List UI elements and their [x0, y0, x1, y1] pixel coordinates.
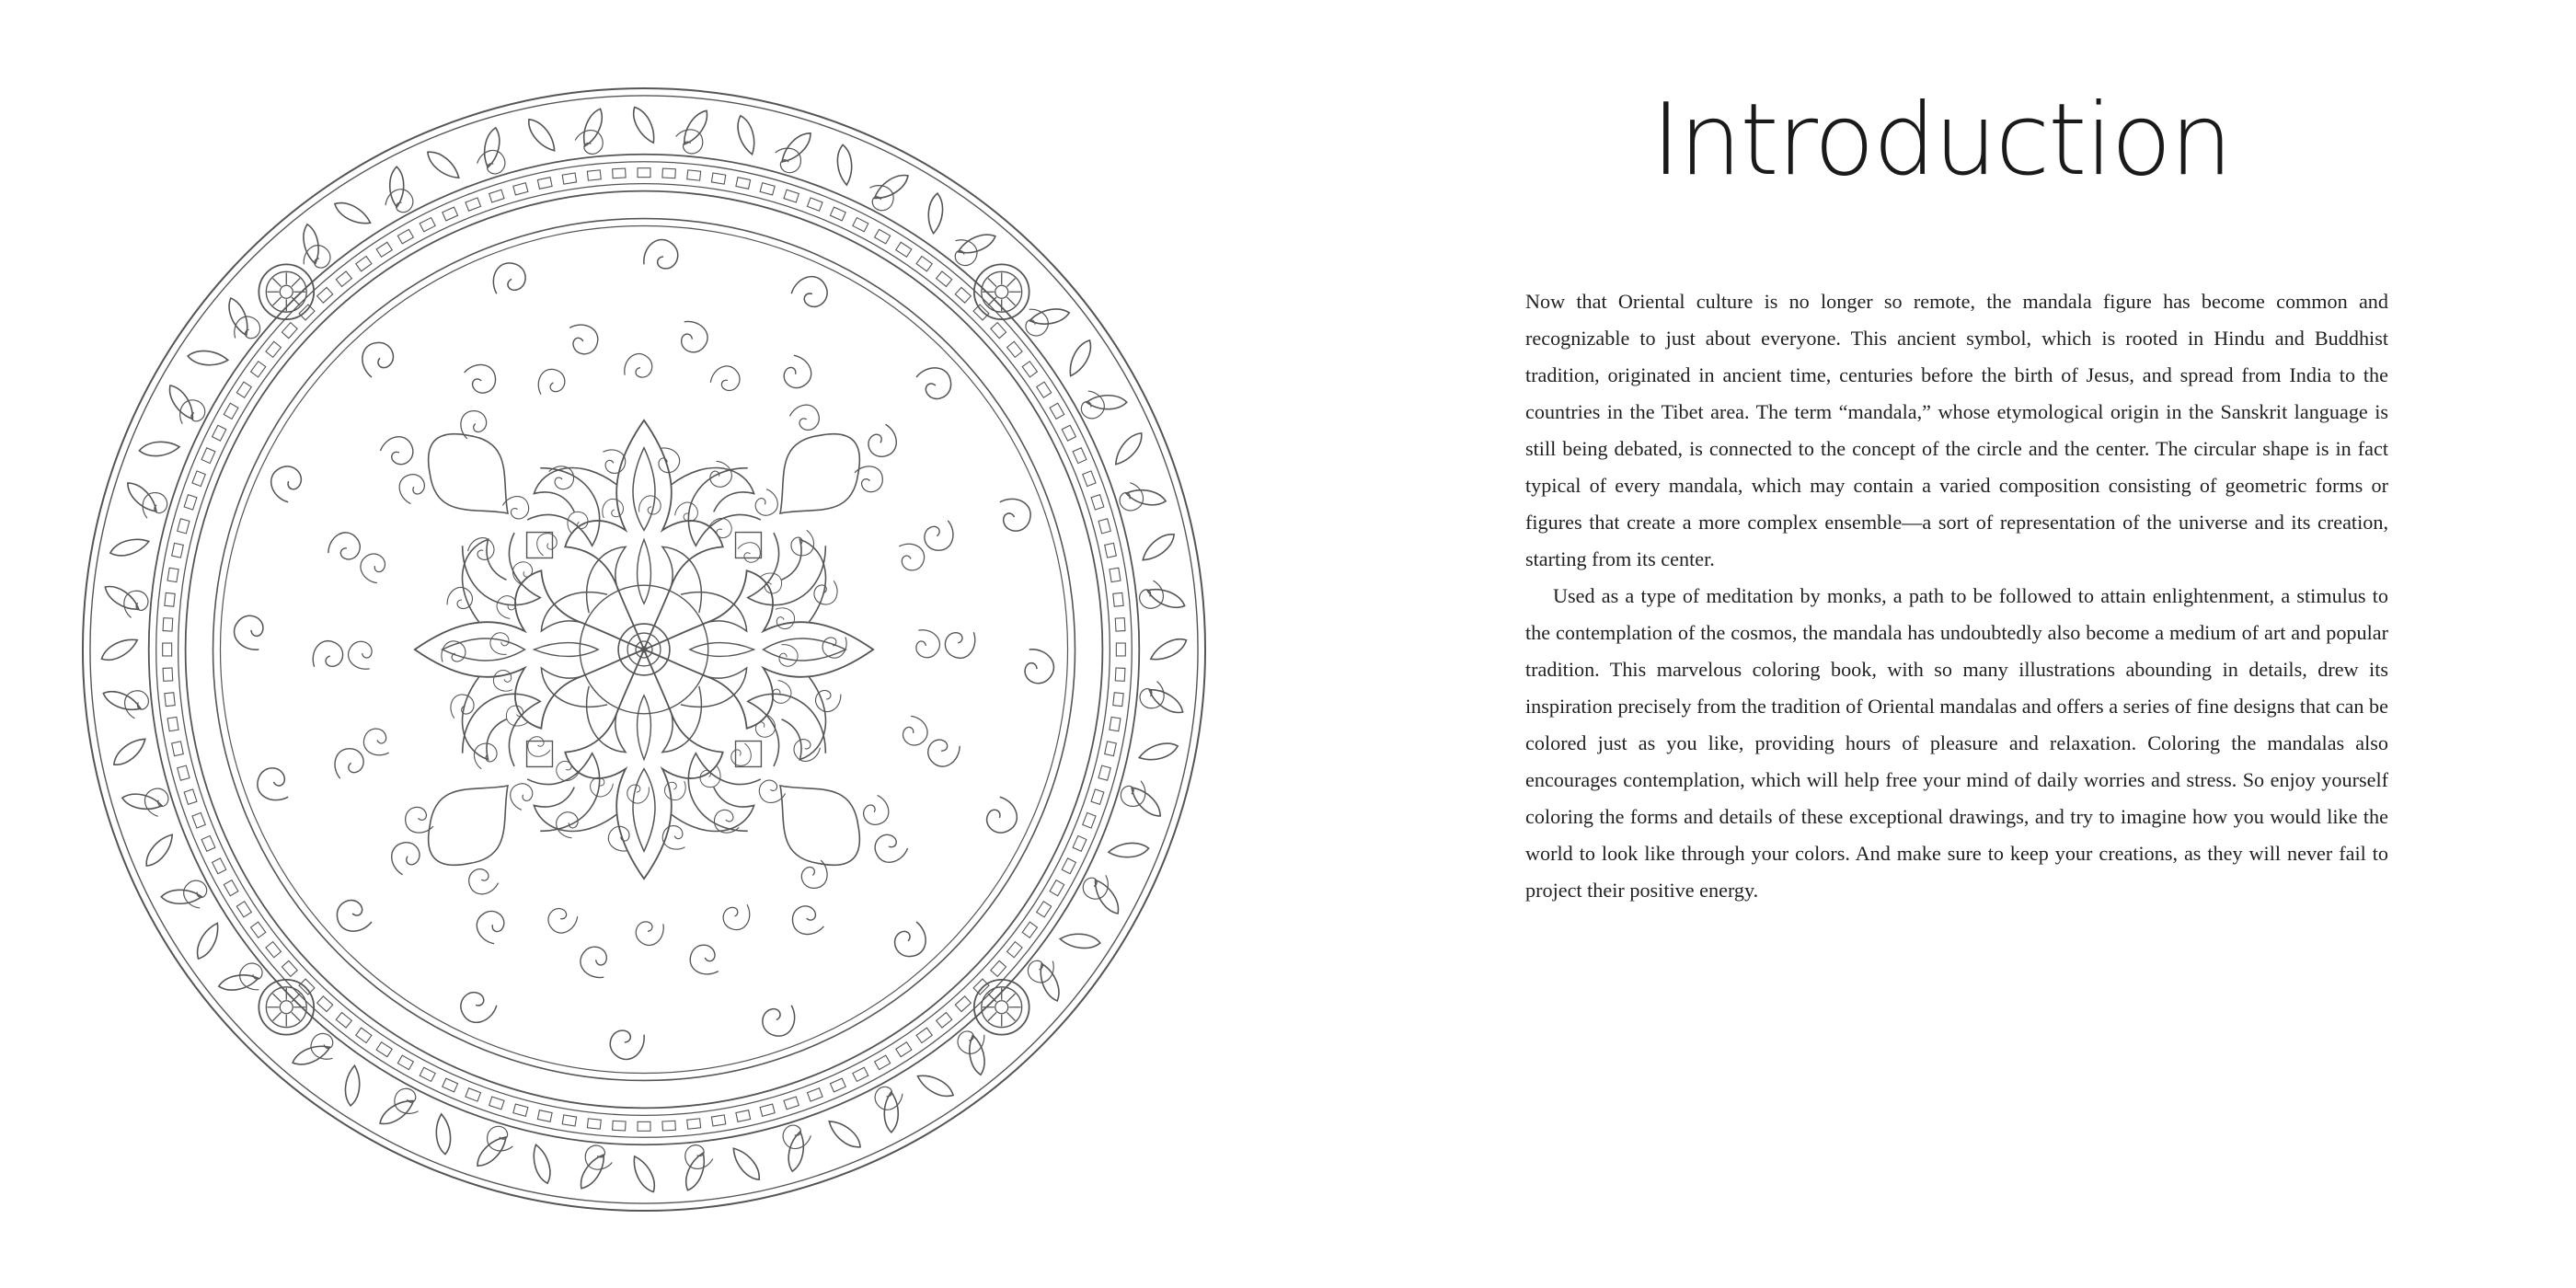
intro-paragraph-1: Now that Oriental culture is no longer so remote, the mandala figure has become common and recognizable to just about everyone. This ancient symbol, which is rooted in Hindu and Buddhist tradition, originated in ancient time, centuries before the birth of Jesus, and spread from India to the countries in the Tibet area. The term “mandala,” whose etymological origin in the Sanskrit language is still being debated, is connected to the concept of the circle and the center. The circular shape is in fact typical of every mandala, which may contain a varied composition consisting of geometric forms or figures that create a more complex ensemble—a sort of representation of the universe and its creation, starting from its center. — [1525, 290, 2388, 570]
page-title: Introduction — [1650, 83, 2231, 198]
intro-body-text — [1525, 283, 2388, 909]
intro-paragraph-2: Used as a type of meditation by monks, a path to be followed to attain enlightenment, a stimulus to the contemplation of the cosmos, the mandala has undoubtedly also become a medium of art and popular tradition. This marvelous coloring book, with so many illustrations abounding in details, drew its inspiration precisely from the tradition of Oriental mandalas and offers a series of fine designs that can be colored just as you like, providing hours of pleasure and relaxation. Coloring the mandalas also encourages contemplation, which will help free your mind of daily worries and stress. So enjoy yourself coloring the forms and details of these exceptional drawings, and try to imagine how you would like the world to look like through your colors. And make sure to keep your creations, as they will never fail to project their positive energy. — [1525, 584, 2388, 902]
mandala-illustration — [75, 81, 1213, 1218]
